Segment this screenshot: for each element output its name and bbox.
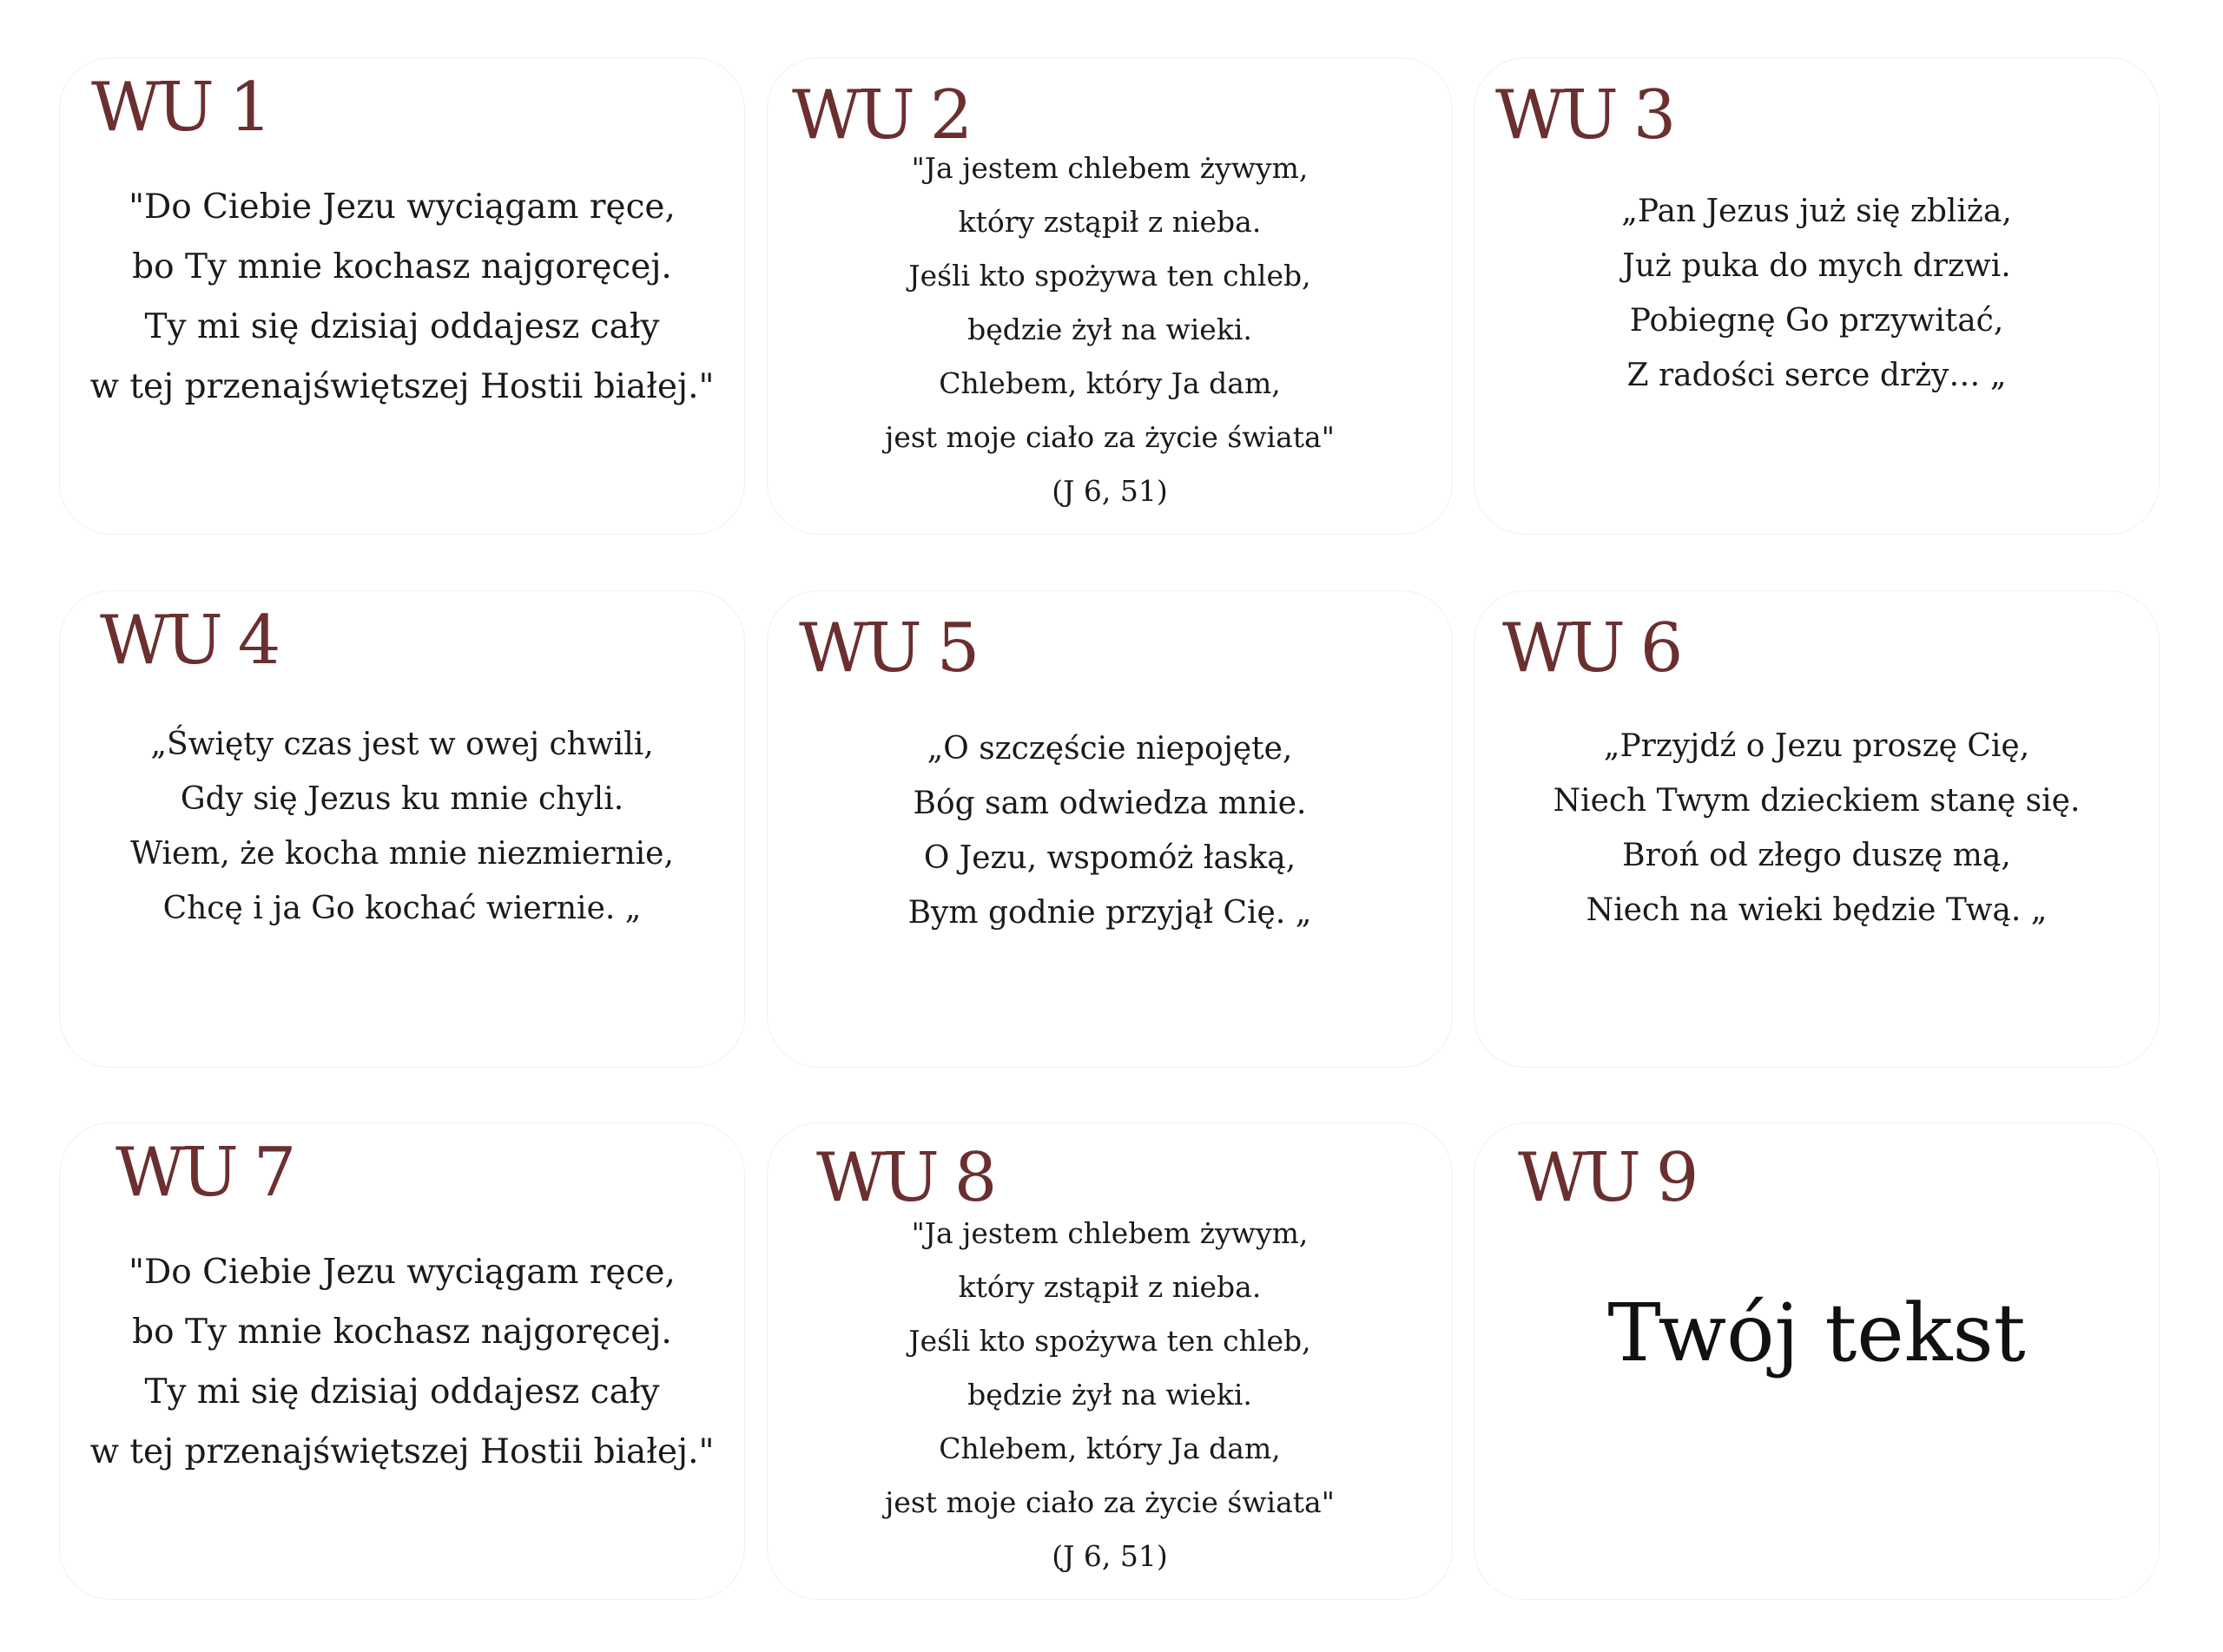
verse-text: [1474, 719, 2159, 938]
verse-text: [60, 177, 744, 417]
card-wu-7: [59, 1122, 745, 1600]
verse-line: Broń od złego duszę mą,: [1622, 838, 2011, 873]
verse-text: [60, 1242, 744, 1482]
verse-line: Pobiegnę Go przywitać,: [1629, 303, 2004, 339]
verse-text: [1474, 1287, 2159, 1379]
card-title: WU 1: [91, 69, 269, 147]
card-wu-6: [1474, 590, 2160, 1068]
verse-text: [60, 717, 744, 936]
verse-line: Bóg sam odwiedza mnie.: [913, 786, 1307, 821]
verse-line: Chlebem, który Ja dam,: [939, 366, 1281, 400]
verse-text: [768, 721, 1452, 940]
card-wu-3: [1474, 57, 2160, 535]
verse-line: „O szczęście niepojęte,: [927, 731, 1293, 767]
verse-line: "Ja jestem chlebem żywym,: [911, 1216, 1309, 1250]
verse-line: Z radości serce drży… „: [1626, 358, 2007, 393]
placeholder-text: Twój tekst: [1607, 1287, 2026, 1379]
verse-line: Ty mi się dzisiaj oddajesz cały: [144, 307, 660, 346]
verse-line: „Przyjdź o Jezu proszę Cię,: [1603, 728, 2030, 764]
verse-line: bo Ty mnie kochasz najgoręcej.: [132, 247, 672, 286]
card-wu-1: [59, 57, 745, 535]
verse-line: Bym godnie przyjął Cię. „: [907, 895, 1312, 931]
verse-line: który zstąpił z nieba.: [958, 205, 1262, 239]
verse-line: jest moje ciało za życie świata": [885, 420, 1335, 454]
verse-line: w tej przenajświętszej Hostii białej.": [89, 367, 715, 406]
verse-line: Niech Twym dzieckiem stanę się.: [1553, 783, 2081, 819]
verse-line: (J 6, 51): [1052, 1539, 1168, 1573]
card-title: WU 7: [115, 1134, 294, 1212]
verse-line: który zstąpił z nieba.: [958, 1270, 1262, 1304]
verse-line: "Do Ciebie Jezu wyciągam ręce,: [129, 1253, 676, 1292]
verse-line: Już puka do mych drzwi.: [1622, 248, 2011, 284]
verse-line: Gdy się Jezus ku mnie chyli.: [180, 781, 624, 817]
card-title: WU 8: [816, 1139, 994, 1217]
card-wu-9: [1474, 1122, 2160, 1600]
card-wu-4: [59, 590, 745, 1068]
verse-line: „Święty czas jest w owej chwili,: [150, 727, 654, 762]
card-title: WU 5: [799, 609, 977, 688]
card-title: WU 9: [1518, 1139, 1696, 1217]
verse-line: będzie żył na wieki.: [967, 1378, 1252, 1412]
verse-line: Ty mi się dzisiaj oddajesz cały: [144, 1372, 660, 1412]
verse-text: [768, 142, 1452, 518]
verse-line: Wiem, że kocha mnie niezmiernie,: [130, 836, 674, 872]
verse-line: (J 6, 51): [1052, 474, 1168, 508]
card-wu-5: [767, 590, 1453, 1068]
verse-line: Chcę i ja Go kochać wiernie. „: [162, 891, 642, 926]
card-wu-2: [767, 57, 1453, 535]
card-title: WU 2: [792, 76, 970, 155]
card-title: WU 6: [1502, 609, 1680, 688]
verse-line: będzie żył na wieki.: [967, 313, 1252, 346]
verse-line: Jeśli kto spożywa ten chleb,: [908, 259, 1311, 293]
verse-line: bo Ty mnie kochasz najgoręcej.: [132, 1313, 672, 1352]
verse-line: w tej przenajświętszej Hostii białej.": [89, 1432, 715, 1471]
card-title: WU 4: [100, 602, 278, 680]
verse-text: [768, 1207, 1452, 1583]
verse-line: „Pan Jezus już się zbliża,: [1621, 194, 2012, 229]
verse-line: "Do Ciebie Jezu wyciągam ręce,: [129, 188, 676, 227]
verse-line: Jeśli kto spożywa ten chleb,: [908, 1324, 1311, 1358]
verse-line: Niech na wieki będzie Twą. „: [1586, 892, 2048, 928]
verse-text: [1474, 184, 2159, 403]
verse-line: Chlebem, który Ja dam,: [939, 1432, 1281, 1465]
verse-line: O Jezu, wspomóż łaską,: [923, 840, 1296, 876]
card-title: WU 3: [1495, 76, 1673, 155]
verse-line: "Ja jestem chlebem żywym,: [911, 151, 1309, 185]
card-wu-8: [767, 1122, 1453, 1600]
verse-line: jest moje ciało za życie świata": [885, 1485, 1335, 1519]
